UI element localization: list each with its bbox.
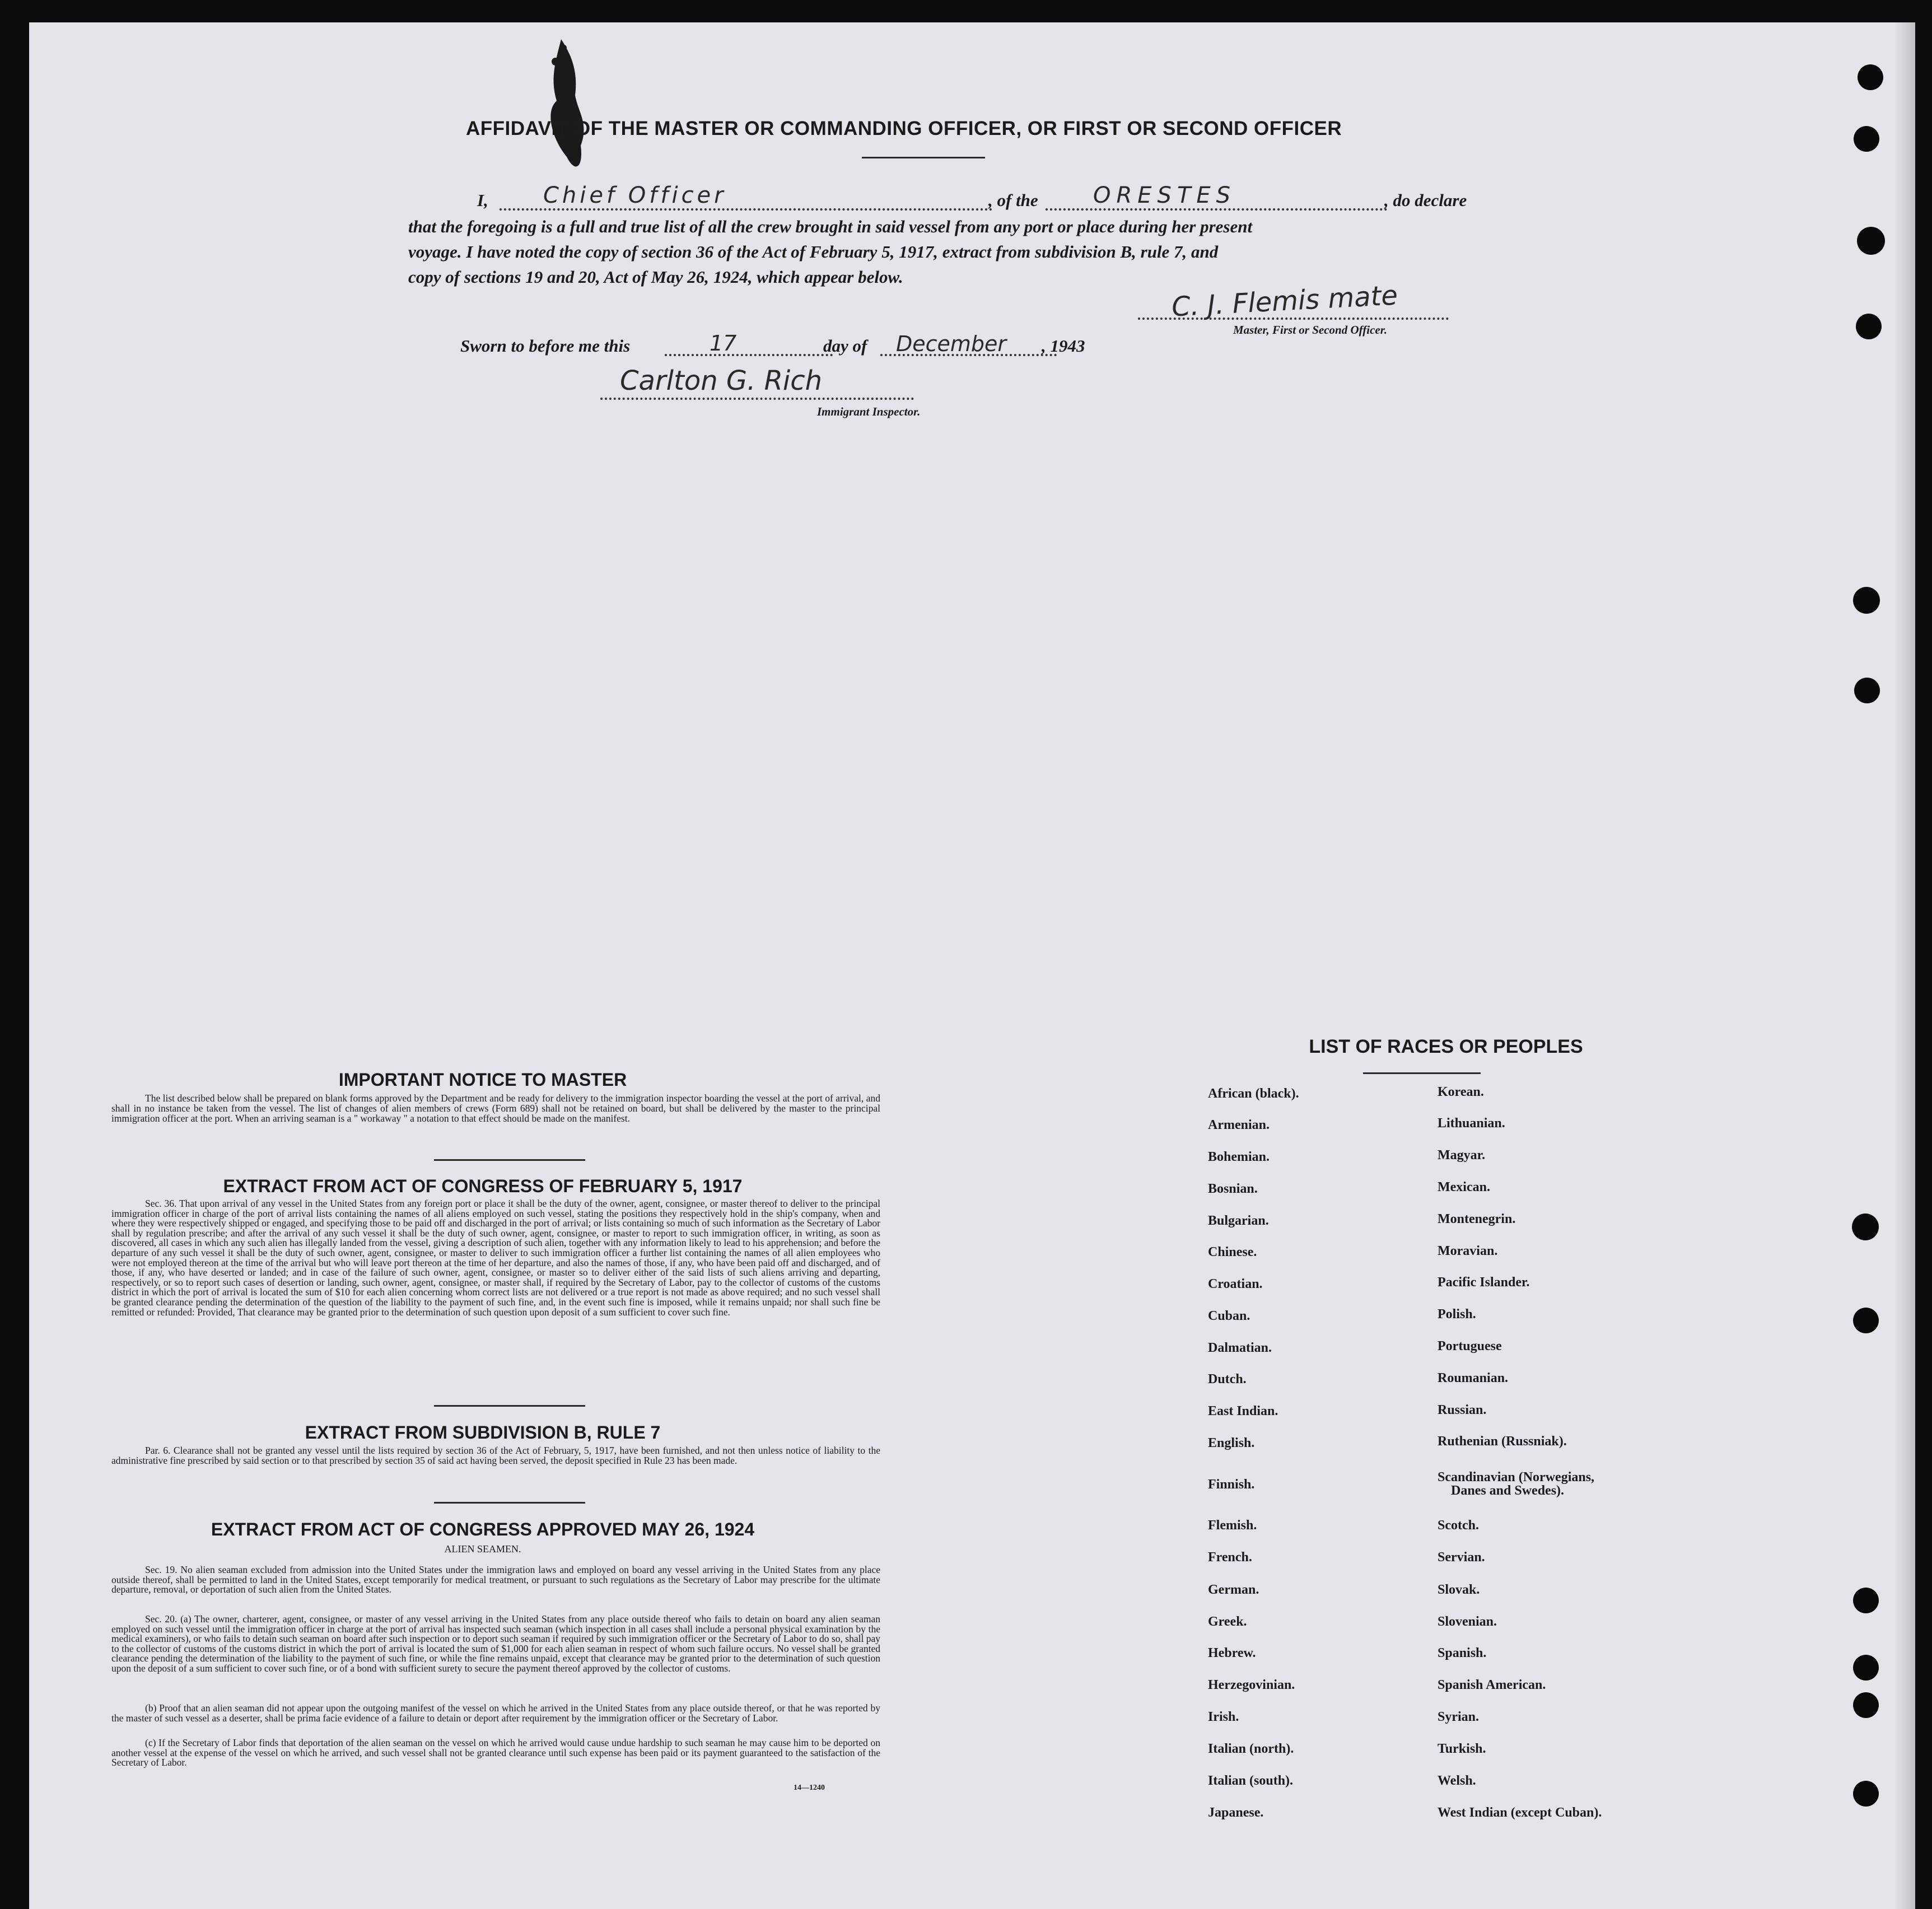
declaration-line-1: that the foregoing is a full and true list of all the crew brought in said vessel from any port or place during her present [408,217,1253,236]
race-item: Dalmatian. [1208,1341,1272,1355]
race-item: German. [1208,1583,1259,1597]
section-19: Sec. 19. No alien seaman excluded from admission into the United States under the immigration laws and employed on board any vessel arriving in the United States from any place outside thereof, shall be permitted to land in the United States, except temporarily for medical treatment, or pursuant to such regulations as the Secretary of Labor may prescribe for the ultimate departure, removal, or deportation of such alien from the United States. [111,1564,880,1595]
sworn-year: , 1943 [1042,336,1085,356]
race-item: Russian. [1438,1403,1487,1417]
notice-title: IMPORTANT NOTICE TO MASTER [338,1070,627,1090]
race-item: Roumanian. [1438,1371,1509,1385]
race-item: Croatian. [1208,1277,1263,1291]
binder-hole [1856,314,1882,339]
race-item: Mexican. [1438,1180,1490,1194]
race-item: Italian (south). [1208,1773,1294,1788]
vessel-line [1046,208,1387,211]
section-20a: Sec. 20. (a) The owner, charterer, agent, consignee, or master of any vessel arriving in the United States from any place outside thereof who fails to detain on board any alien seaman employed on such vessel until the immigration officer in charge at the port of arrival has inspected such seaman (which inspection in all cases shall include a personal physical examination by the medical examiners), or who fails to detain such seaman on board after such inspection or to deport such seaman if required by such immigration officer or the Secretary of Labor to do so, shall pay to the collector of customs of the customs district in which the port of arrival is located the sum of $1,000 for each alien seaman in respect of whom such failure occurs. No vessel shall be granted clearance pending the determination of the liability to the payment of such fine, or while the fine remains unpaid, except that clearance may be granted prior to the determination of such question upon the deposit of a sum sufficient to cover such fine, or of a bond with sufficient surety to secure the payment thereof approved by the collector of customs. [111,1613,880,1674]
extract-1917-title: EXTRACT FROM ACT OF CONGRESS OF FEBRUARY 5, 1917 [223,1176,743,1196]
ink-blot [522,28,606,196]
race-item: Ruthenian (Russniak). [1438,1434,1567,1449]
race-item: Irish. [1208,1710,1239,1724]
officer-signature: C. J. Flemis mate [1170,279,1399,323]
officer-signature-caption: Master, First or Second Officer. [1233,323,1387,337]
race-item: Chinese. [1208,1245,1257,1259]
race-item: Turkish. [1438,1742,1486,1756]
race-item: Scotch. [1438,1518,1479,1533]
section-20b: (b) Proof that an alien seaman did not appear upon the outgoing manifest of the vessel on which he arrived in the United States from any place outside thereof, or that he was reported by the master of such vessel as a deserter, shall be prima facie evidence of a failure to detain or deport after requirement by the immigration officer or the Secretary of Labor. [111,1702,880,1724]
binder-hole [1853,587,1880,614]
extract-rule7-title: EXTRACT FROM SUBDIVISION B, RULE 7 [305,1422,661,1443]
race-item: Bohemian. [1208,1150,1270,1164]
officer-name-line [500,208,992,211]
divider-3 [434,1502,585,1504]
sworn-month-handwritten: December [896,332,1007,356]
sworn-day-handwritten: 17 [710,331,737,356]
race-item: Dutch. [1208,1372,1247,1387]
race-item: Spanish American. [1438,1678,1546,1692]
race-item: Italian (north). [1208,1742,1294,1756]
divider-1 [434,1159,585,1161]
declaration-prefix: I, [477,190,488,210]
binder-hole [1852,1213,1879,1240]
sworn-day-line [665,354,833,356]
race-item: Japanese. [1208,1805,1264,1820]
binder-hole [1853,1588,1879,1613]
title-divider [862,157,985,158]
manifest-page [29,22,1915,1909]
extract-rule7-body: Par. 6. Clearance shall not be granted any vessel until the lists required by section 36 of the Act of February, 5, 1917, have been furnished, and not then unless notice of liability to the administrative fine prescribed by said section or to that prescribed by section 35 of said act having been served, the deposit specified in Rule 23 has been made. [111,1445,880,1466]
race-item: Lithuanian. [1438,1116,1505,1131]
race-item: West Indian (except Cuban). [1438,1805,1602,1820]
page-edge-shadow [1894,22,1915,1909]
race-item: Bosnian. [1208,1182,1258,1196]
race-item: Scandinavian (Norwegians, [1438,1470,1595,1485]
sworn-prefix: Sworn to before me this [460,336,631,356]
race-item: Welsh. [1438,1773,1476,1788]
section-20c: (c) If the Secretary of Labor finds that deportation of the alien seaman on the vessel on which he arrived would cause undue hardship to such seaman he may cause him to be deported on another vessel at the expense of the vessel on which he arrived, and such vessel shall not be granted clearance until such expense has been paid or its payment guaranteed to the satisfaction of the Secretary of Labor. [111,1737,880,1768]
race-item: Slovak. [1438,1583,1480,1597]
races-title: LIST OF RACES OR PEOPLES [1309,1036,1583,1057]
race-item: Cuban. [1208,1309,1250,1323]
race-item: English. [1208,1436,1255,1450]
form-number: 14—1240 [794,1784,825,1792]
binder-hole [1853,1692,1879,1718]
race-item: Herzegovinian. [1208,1678,1295,1692]
race-item: French. [1208,1550,1252,1565]
inspector-signature-line [600,398,914,400]
race-item: African (black). [1208,1086,1299,1101]
of-the-label: , of the [988,190,1038,210]
binder-hole [1853,1308,1879,1333]
binder-hole [1853,1781,1879,1807]
race-item: Syrian. [1438,1710,1480,1724]
extract-1917-body: Sec. 36. That upon arrival of any vessel in the United States from any foreign port or place it shall be the duty of the owner, agent, consignee, or master thereof to deliver to the principal immigration officer in charge of the port of arrival lists containing the names of all aliens employed on such vessel, stating the positions they respectively hold in the ship's company, when and where they were respectively shipped or engaged, and specifying those to be paid off and discharged in the port of arrival; or lists containing so much of such information as the Secretary of Labor shall by regulation prescribe; and after the arrival of any such vessel it shall be the duty of such owner, agent, consignee, or master to report to such immigration officer, in writing, as soon as discovered, all cases in which any such alien has illegally landed from the vessel, giving a description of such alien, together with any information likely to lead to his apprehension; and before the departure of any such vessel it shall be the duty of such owner, agent, consignee, or master to deliver to such immigration officer a further list containing the names of all alien employees who were not employed thereon at the time of the arrival but who will leave port thereon at the time of her departure, and also the names of those, if any, who have been paid off and discharged, and of those, if any, who have deserted or landed; and in case of the failure of such owner, agent, consignee, or master so to deliver either of the said lists of such aliens arriving and departing, respectively, or so to report such cases of desertion or landing, such owner, agent, consignee, or master shall, if required by the Secretary of Labor, pay to the collector of customs of the customs district in which the port of arrival is located the sum of $10 for each alien concerning whom correct lists are not delivered or a true report is not made as above required; and no such vessel shall be granted clearance pending the determination of the question of the liability to the payment of such fine, and, in the event such fine is imposed, while it remains unpaid; nor shall such fine be remitted or refunded: Provided, That clearance may be granted prior to the determination of such question upon deposit of a sum sufficient to cover such fine. [111,1198,880,1318]
races-divider [1363,1072,1481,1074]
extract-1924-subtitle: ALIEN SEAMEN. [444,1543,521,1555]
officer-signature-line [1138,318,1449,320]
declaration-line-2: voyage. I have noted the copy of section 36 of the Act of February 5, 1917, extract from subdivision B, rule 7, and [408,242,1219,262]
race-item: Polish. [1438,1307,1476,1322]
race-item: Moravian. [1438,1244,1498,1258]
race-item: Spanish. [1438,1646,1487,1660]
binder-hole [1853,1655,1879,1681]
affidavit-title: AFFIDAVIT OF THE MASTER OR COMMANDING OFFICER, OR FIRST OR SECOND OFFICER [466,118,1342,139]
race-item: Slovenian. [1438,1614,1497,1629]
race-item: East Indian. [1208,1404,1278,1418]
race-item: Montenegrin. [1438,1212,1516,1226]
race-item: Servian. [1438,1550,1485,1565]
do-declare-label: , do declare [1384,190,1467,210]
inspector-caption: Immigrant Inspector. [817,405,921,418]
binder-hole [1854,126,1879,152]
race-item: Pacific Islander. [1438,1275,1530,1290]
day-of-label: day of [823,336,867,356]
declaration-line-3: copy of sections 19 and 20, Act of May 26, 1924, which appear below. [408,267,903,287]
race-item: Finnish. [1208,1477,1255,1492]
race-item: Armenian. [1208,1118,1270,1132]
binder-hole [1858,64,1883,90]
officer-name-handwritten: Chief Officer [543,183,727,208]
inspector-signature: Carlton G. Rich [620,365,823,396]
race-item: Bulgarian. [1208,1213,1269,1228]
race-item: Greek. [1208,1614,1247,1629]
race-item: Hebrew. [1208,1646,1256,1660]
race-item: Korean. [1438,1085,1484,1099]
binder-hole [1857,227,1885,255]
race-item: Magyar. [1438,1148,1486,1163]
vessel-name-handwritten: ORESTES [1093,183,1236,208]
divider-2 [434,1405,585,1407]
race-item: Portuguese [1438,1339,1502,1353]
extract-1924-title: EXTRACT FROM ACT OF CONGRESS APPROVED MAY 26, 1924 [211,1519,755,1539]
race-item: Danes and Swedes). [1451,1483,1565,1498]
race-item: Flemish. [1208,1518,1257,1533]
binder-hole [1854,678,1880,703]
notice-body: The list described below shall be prepared on blank forms approved by the Department and be ready for delivery to the immigration inspector boarding the vessel at the port of arrival, and shall in no instance be taken from the vessel. The list of changes of alien members of crews (Form 689) shall not be retained on board, but shall be delivered by the master to the principal immigration officer at the port. When an arriving seaman is a " workaway " a notation to that effect should be made on the manifest. [111,1093,880,1124]
